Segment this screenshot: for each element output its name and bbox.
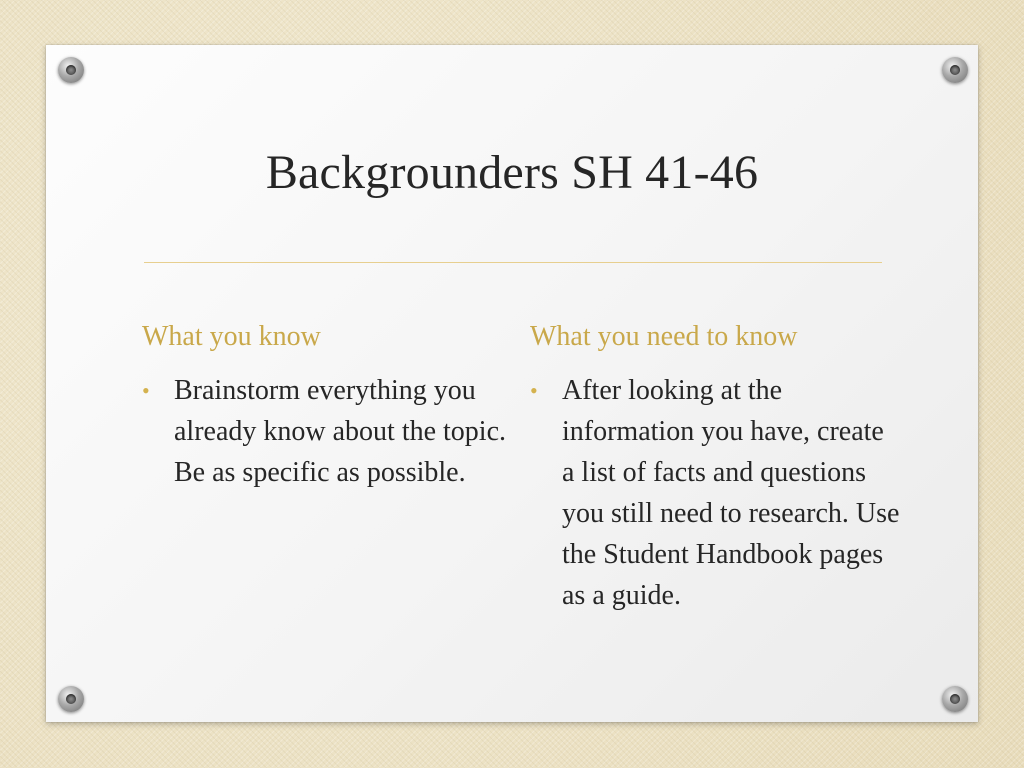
bullet-text: After looking at the information you have, create a list of facts and questions you still need to research. Use the Student Handbook pages as a guide. xyxy=(562,375,900,611)
slide-title: Backgrounders SH 41-46 xyxy=(265,146,759,199)
pushpin-icon xyxy=(58,686,84,712)
column-what-you-know xyxy=(142,320,512,493)
column-heading: What you need to know xyxy=(530,321,798,352)
bullet-item xyxy=(530,370,900,616)
pushpin-icon xyxy=(942,686,968,712)
column-heading: What you know xyxy=(142,321,321,352)
bullet-icon: • xyxy=(142,378,150,403)
bullet-text: Brainstorm everything you already know about the topic. Be as specific as possible. xyxy=(174,375,507,488)
bullet-list xyxy=(530,370,900,616)
pushpin-icon xyxy=(58,57,84,83)
bullet-icon: • xyxy=(530,378,538,403)
pushpin-icon xyxy=(942,57,968,83)
bullet-list xyxy=(142,370,512,493)
slide-card xyxy=(46,45,978,722)
column-what-you-need-to-know xyxy=(530,320,900,616)
title-divider xyxy=(144,262,882,263)
bullet-item xyxy=(142,370,512,493)
